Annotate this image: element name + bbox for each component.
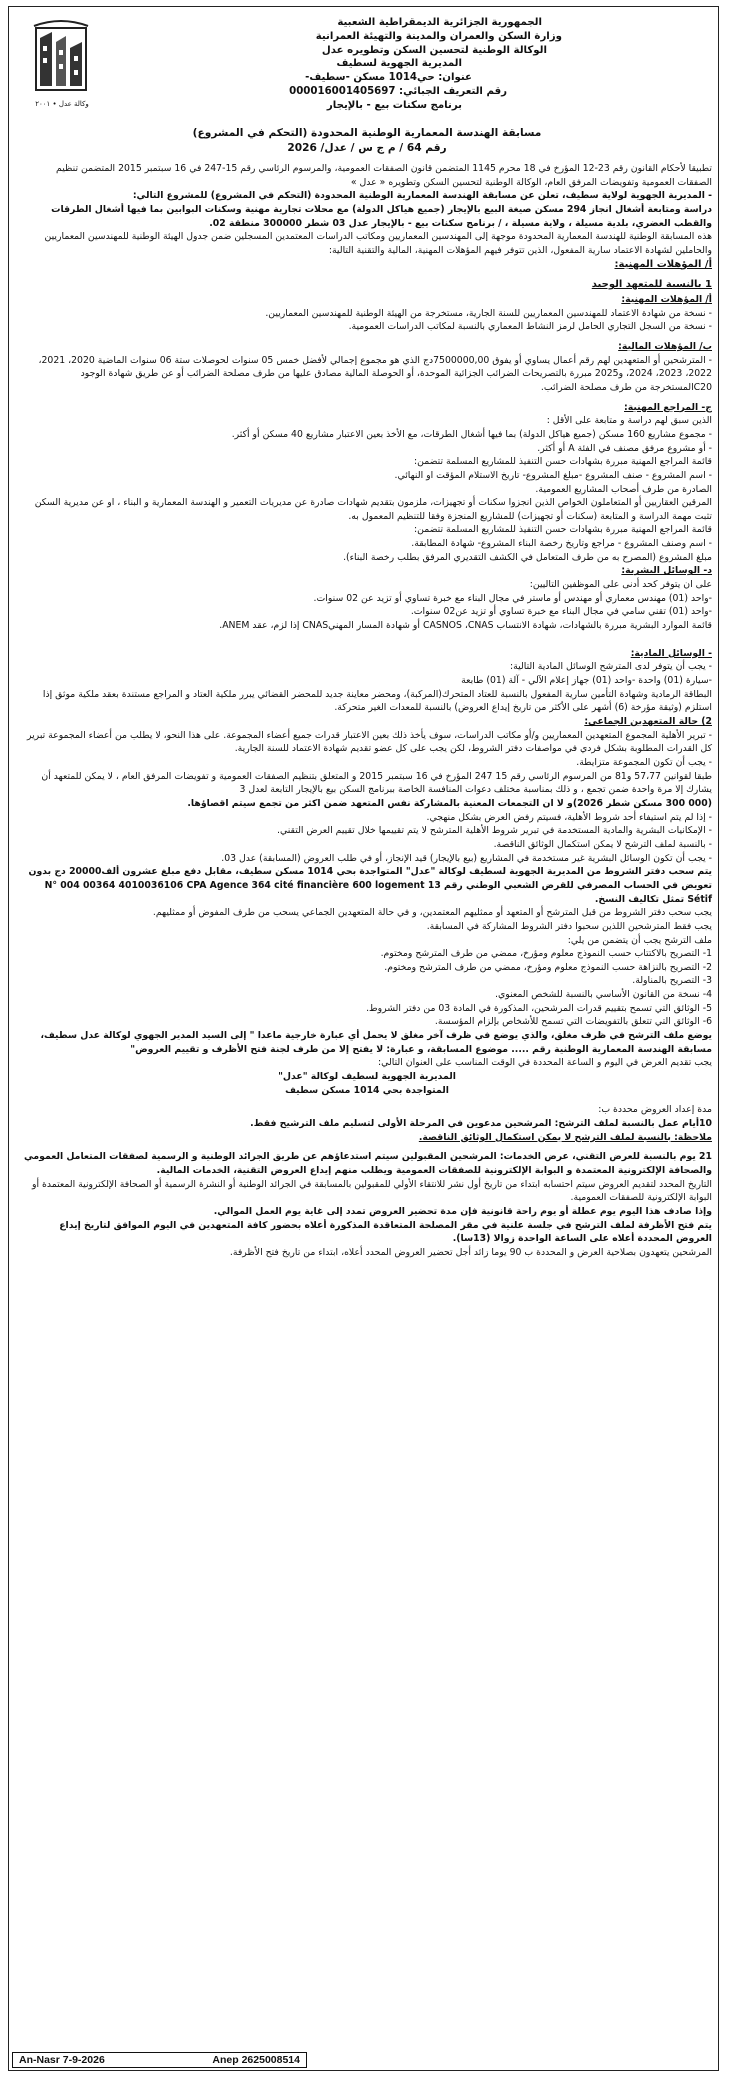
list-item: -واحد (01) تقني سامي في مجال البناء مع خبرة تساوي أو تزيد عن02 سنوات. [410, 606, 712, 618]
list-item: يجب سحب دفتر الشروط من قبل المترشح أو المتعهد أو ممثليهم المعتمدين، و في حالة المتعهدين الجماعي يسحب من طرف المفوض أو ممثليهم. [152, 907, 712, 919]
header-line: المديرية الجهوية لسطيف [336, 58, 462, 70]
list-item: - اسم المشروع - صنف المشروع -مبلغ المشروع- تاريخ الاستلام المؤقت او النهائي. [394, 469, 712, 481]
subsection-heading: ب/ المؤهلات المالية: [618, 340, 712, 352]
list-item: 10أيام عمل بالنسبة لملف الترشح: المرشحين مدعوين في المرحلة الأولى لتسليم ملف الترشيح فقط. [250, 1118, 712, 1130]
newspaper-date: An-Nasr 7-9-2026 [19, 2054, 105, 2066]
list-item: - يجب أن تكون المجموعة متزايطة. [576, 756, 712, 768]
list-item: - بالنسبة لملف الترشح لا يمكن استكمال الوثائق الناقصة. [493, 838, 712, 850]
header-line: الوكالة الوطنية لتحسين السكن وتطويره عدل [321, 44, 547, 56]
publication-footer [12, 2052, 307, 2068]
list-item: 5- الوثائق التي تسمح بتقييم قدرات المرشحين، المذكورة في المادة 03 من دفتر الشروط. [366, 1002, 712, 1014]
list-item: - نسخة من شهادة الاعتماد للمهندسين المعماريين للسنة الجارية، مستخرجة من الهيئة الوطنية للمهندسين المعماريين. [265, 307, 712, 319]
list-item: 3- التصريح بالمناولة. [632, 975, 712, 987]
intro-paragraph: - المديرية الجهوية لولاية سطيف، تعلن عن مسابقة الهندسة المعمارية الوطنية المحدودة (التحكم في المشروع) للمشروع التالي: [132, 190, 712, 202]
header-block [22, 16, 712, 112]
list-item: البطاقة الرمادية وشهادة التأمين سارية المفعول بالنسبة للعتاد المتحرك(المركبة)، ومحضر معاينة جديد للمحضر القضائي يبرر ملكية العتاد و المراجع مستندة بعقد ملكية موثق إذا استلزم (وثيقة مؤرخة (6) أشهر على الأكثر من تاريخ إيداع العروض) بالنسبة للمعدات الغير متحركة. [42, 688, 712, 714]
list-item: المرشحين يتعهدون بصلاحية العرض و المحددة ب 90 يوما زائد أجل تحضير العروض المحدد أعلاه، ابتداء من تاريخ فتح الأظرفة. [229, 1246, 712, 1258]
list-item: - تبرير الأهلية المجموع المتعهدين المعماريين و/أو مكاتب الدراسات، سوف يأخذ ذلك بعين الاعتبار قدرات جميع أعضاء المجموعة. على هذا النحو، لا يطلب من أعضاء المجموعة تبرير كل القدرات المطلوبة بشكل فردي في مواصفات دفتر الشروط، لكن يجب على كل عضو تقديم شهادة الاعتماد للسنة الجارية. [26, 729, 712, 755]
list-item: - الإمكانيات البشرية والمادية المستخدمة في تبرير شروط الأهلية المترشح لا يتم تقييمها خلال تقييم العرض التقني. [277, 825, 712, 837]
list-item: الذين سبق لهم دراسة و متابعة على الأقل : [546, 415, 712, 427]
competition-title: مسابقة الهندسة المعمارية الوطنية المحدودة (التحكم في المشروع) [192, 127, 542, 140]
list-item: مدة إعداد العروض محددة ب: [598, 1104, 712, 1116]
subsection-heading: ج- المراجع المهنية: [624, 401, 712, 413]
list-item: قائمة المراجع المهنية مبررة بشهادات حسن التنفيذ للمشاريع المسلمة تتضمن: [414, 524, 712, 536]
list-item: قائمة المراجع المهنية مبررة بشهادات حسن التنفيذ للمشاريع المسلمة تتضمن: [414, 456, 712, 468]
subsection-heading: د- الوسائل البشرية: [621, 565, 712, 577]
list-item: الصادرة من طرف أصحاب المشاريع العمومية. [535, 483, 712, 495]
list-item: وإذا صادف هذا اليوم يوم عطلة أو يوم راحة قانونية فإن مدة تحضير العروض تمدد إلى غاية يوم العمل الموالي. [213, 1205, 712, 1217]
list-item: -واحد (01) مهندس معماري أو مهندس أو ماستر في مجال البناء مع خبرة تساوي أو تزيد عن 02 سنوات. [313, 592, 712, 604]
list-item: يتم فتح الأظرفة لملف الترشح في جلسة علنية في مقر المصلحة المتعاقدة المذكورة أعلاه بحضور كافة المتعهدين في اليوم الموافق لتاريخ إيداع العروض المحددة أعلاه على الساعة الواحدة زوالا (13سا). [59, 1219, 712, 1245]
list-item: 2- التصريح بالنزاهة حسب النموذج معلوم ومؤرخ، ممضي من طرف المترشح ومختوم. [384, 961, 712, 973]
list-item: يتم سحب دفتر الشروط من المديرية الجهوية لسطيف لوكالة "عدل" المتواجدة بحي 1014 مسكن سطيف، مقابل دفع مبلغ عشرون ألف20000 دج بدون تعويض في الحساب المصرفي للقرض الشعبي الوطني رقم 13 N° 004 00364 4010036106 CPA Agence 364 cité financière 600 logement Sétif تمثل تكاليف النسخ. [28, 866, 712, 905]
address-line: المديرية الجهوية لسطيف لوكالة "عدل" [278, 1071, 456, 1083]
list-item: - إذا لم يتم استيفاء أحد شروط الأهلية، فسيتم رفض العرض بشكل منهجي. [426, 811, 712, 823]
section-heading: 1 بالنسبة للمتعهد الوحيد [591, 279, 712, 291]
list-item: مبلغ المشروع (المصرح به من طرف المتعامل في الكشف التقديري المرفق بطلب رخصة البناء). [343, 551, 712, 563]
header-line: الجمهورية الجزائرية الديمقراطية الشعبية [337, 17, 542, 28]
list-item: طبقا لقوانين 57،77 و81 من المرسوم الرئاسي رقم 15 247 المؤرخ في 16 سبتمبر 2015 و المتعلق بتنظيم الصفقات العمومية و تفويضات المرفق العام ، لا يمكن للمتعهد أن يشارك إلا مرة واحدة ضمن تجمع ، و ذلك بمناسبة مختلف دعوات المنافسة الخاصة ببرنامج السكن بيع بالإيجار التابعة لعدل 3 [41, 770, 712, 796]
subsection-heading: ملف الترشح يجب أن يتضمن من يلي: [567, 934, 712, 946]
list-item: - المترشحين أو المتعهدين لهم رقم أعمال يساوي أو يفوق 7500000,00دج الذي هو مجموع إجمالي لأفضل خمس 05 سنوات لحوصلات ستة 06 سنوات الماضية 2020، 2021، 2022، 2023، 2024، و2025 مبررة بالتصريحات الضرائب الجزائية الموحدة، أو الحوصلة المالية مصادق عليها من طرف مصلحة الضرائب أو عن طريق شهادة الوجود C20المستخرجة من طرف مصلحة الضرائب. [38, 354, 712, 393]
list-item: - نسخة من السجل التجاري الحامل لرمز النشاط المعماري بالنسبة لمكاتب الدراسات العمومية. [348, 321, 712, 333]
announcement-document [22, 16, 712, 1260]
list-item: يجب تقديم العرض في اليوم و الساعة المحددة في الوقت المناسب على العنوان التالي: [378, 1057, 712, 1069]
logo-caption: وكالة عدل • ٢٠٠١ [35, 100, 89, 108]
subsection-heading: 2) حالة المتعهدين الجماعي: [584, 716, 712, 728]
list-item: قائمة الموارد البشرية مبررة بالشهادات، شهادة الانتساب CASNOS ،CNAS أو شهادة المسار المهنيCNAS إذا لزم، عقد ANEM. [219, 620, 712, 632]
list-item: يجب فقط المترشحين اللذين سحبوا دفتر الشروط المشاركة في المسابقة. [426, 920, 712, 932]
list-item: على ان يتوفر كحد أدنى على الموظفين التاليين: [529, 579, 712, 591]
list-item: المرقين العقاريين أو المتعاملون الخواص الذين انجزوا سكنات أو تجهيزات، ملزمون بتقديم شهادات صادرة عن مديريات التعمير و الهندسة المعمارية و البناء ، او عن مديرية السكن تثبت مهمة الدراسة و المتابعة (سكنات أو تجهيزات) للمشاريع المنجزة وفقا للتنظيم المعمول به. [34, 497, 712, 522]
list-item: التاريخ المحدد لتقديم العروض سيتم احتسابه ابتداء من تاريخ أول نشر للانتقاء الأولي للمقبولين بالمسابقة في الجرائد الوطنية أو النشرة الرسمية أو الصحافة الإلكترونية المعتمدة أو البوابة الإلكترونية للصفقات العمومية. [31, 1178, 712, 1204]
list-item: - اسم وصنف المشروع - مراجع وتاريخ رخصة البناء المشروع- شهادة المطابقة. [411, 538, 712, 550]
list-item: ملاحظة: بالنسبة لملف الترشح لا يمكن استكمال الوثائق الناقصة. [418, 1131, 712, 1143]
header-line: وزارة السكن والعمران والمدينة والتهيئة العمرانية [315, 30, 562, 42]
header-line: برنامج سكنات بيع - بالإيجار [326, 99, 462, 111]
list-item: - يجب أن يتوفر لدى المترشح الوسائل المادية التالية: [509, 661, 712, 673]
intro-paragraph: هذه المسابقة الوطنية للهندسة المعمارية المحدودة موجهة إلى المهندسين المعماريين ومكاتب الدراسات المعتمدين المسجلين ضمن جدول الهيئة الوطنية للمهندسين المعماريين والحاملين لشهادة الاعتماد سارية المفعول، الذين تتوفر فيهم المؤهلات المهنية، المالية والتقنية التالية: [44, 231, 712, 256]
list-item: 21 يوم بالنسبة للعرض التقني، عرض الخدمات: المرشحين المقبولين سيتم استدعاؤهم عن طريق الجرائد الوطنية و الرسمية لصفقات المتعامل العمومي والصحافة الإلكترونية المعتمدة و البوابة الإلكترونية للصفقات العمومية ويطلب منهم إيداع العروض التقنية، الخدمات المالية. [24, 1151, 712, 1177]
list-item: -سيارة (01) واحدة -واحد (01) جهاز إعلام الآلي - آلة (01) طابعة [461, 675, 712, 687]
list-item: 6- الوثائق التي تتعلق بالتفويضات التي تسمح للأشخاص بإلزام المؤسسة. [434, 1016, 712, 1028]
anep-reference: Anep 2625008514 [212, 2054, 300, 2066]
subsection-heading: - الوسائل المادية: [630, 647, 712, 659]
list-item: - أو مشروع مرفق مصنف في الفئة A أو أكثر. [537, 442, 712, 454]
competition-number: رقم 64 / م ج س / عدل/ 2026 [287, 142, 447, 155]
list-item: 1- التصريح بالاكتتاب حسب النموذج معلوم ومؤرخ، ممضي من طرف المترشح ومختوم. [380, 948, 712, 960]
subsection-heading: أ/ المؤهلات المهنية: [621, 293, 712, 305]
header-line: عنوان: حي1014 مسكن -سطيف- [305, 72, 472, 84]
list-item: يوضع ملف الترشح في ظرف مغلق، والذي يوضع في ظرف آخر مغلق لا يحمل أي عبارة خارجية ماعدا " إلى السيد المدير الجهوي لوكالة عدل سطيف، مسابقة الهندسة المعمارية الوطنية رقم ..... موضوع المسابقة، و عبارة: لا يفتح إلا من طرف لجنة فتح الأظرف و تقييم العروض" [40, 1030, 712, 1055]
project-description: دراسة ومتابعة أشغال انجاز 294 مسكن صيغة البيع بالإيجار (جميع هياكل الدولة) مع محلات تجارية مهنية وسكنات البوابين بما فيها أشغال الطرقات والقطب العضري، بلدية مسيلة ، ولاية مسيلة ، / برنامج سكنات بيع - بالإيجار عدل 03 شطر 300000 منطقة 02. [51, 203, 712, 229]
list-item: 4- نسخة من القانون الأساسي بالنسبة للشخص المعنوي. [495, 989, 712, 1001]
intro-paragraph: تطبيقا لأحكام القانون رقم 23-12 المؤرخ في 18 محرم 1145 المتضمن قانون الصفقات العمومية، والمرسوم الرئاسي رقم 15-247 في 16 سبتمبر 2015 المتضمن تنظيم الصفقات العمومية وتفويضات المرفق العام، الوكالة الوطنية لتحسين السكن وتطويره « عدل » [56, 163, 712, 188]
list-item: - يجب أن تكون الوسائل البشرية غير مستخدمة في المشاريع (بيع بالإيجار) قيد الإنجاز، أو في طلب العروض (المسابقة) عدل 03. [221, 852, 712, 864]
list-item: - مجموع مشاريع 160 مسكن (جميع هياكل الدولة) بما فيها أشغال الطرقات، مع الأخذ بعين الاعتبار مشاريع 40 مسكن أو أكثر. [231, 428, 712, 440]
section-heading: أ/ المؤهلات المهنية: [614, 258, 712, 270]
header-line: رقم التعريف الجبائي: 000016001405697 [289, 85, 507, 97]
list-item: (000 300 مسكن شطر 2026)و لا ان التجمعات المعنية بالمشاركة نفس المتعهد ضمن اكثر من تجمع سيتم اقصاؤها. [187, 797, 712, 809]
address-line: المتواجدة بحي 1014 مسكن سطيف [285, 1084, 449, 1096]
